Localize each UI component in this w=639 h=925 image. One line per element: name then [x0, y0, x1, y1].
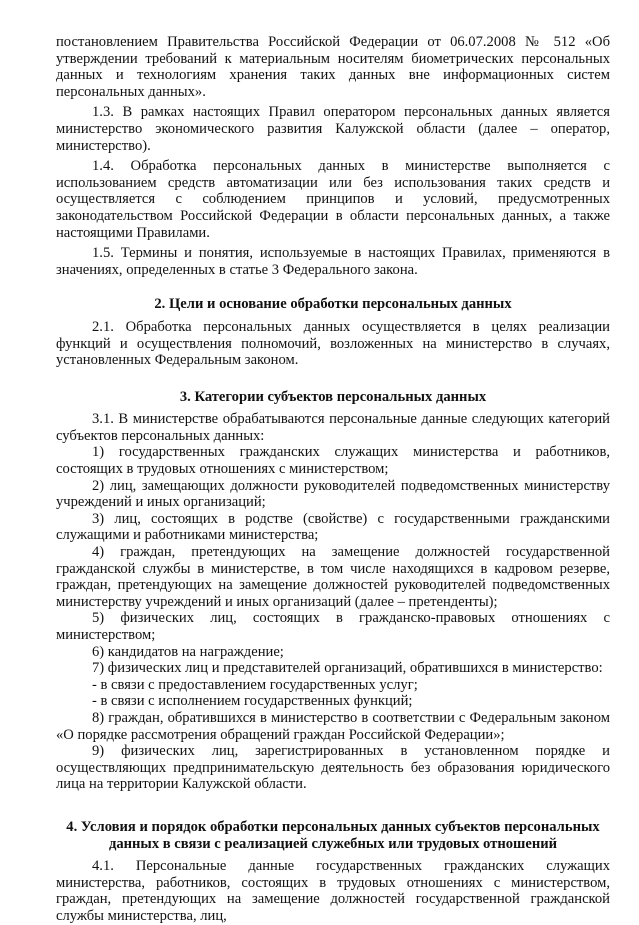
- paragraph-3-1: 3.1. В министерстве обрабатываются персональные данные следующих категорий субъектов персональных данных:: [56, 411, 610, 444]
- section-4-heading-line-1: 4. Условия и порядок обработки персональных данных субъектов персональных: [66, 818, 600, 835]
- list-item-3: 3) лиц, состоящих в родстве (свойстве) с государственными гражданскими служащими и работниками министерства;: [56, 510, 610, 544]
- section-4-heading-line-2: данных в связи с реализацией служебных или трудовых отношений: [108, 835, 558, 852]
- section-2-heading: 2. Цели и основание обработки персональных данных: [154, 296, 512, 313]
- section-3-heading: 3. Категории субъектов персональных данных: [179, 388, 487, 405]
- list-item-7: 7) физических лиц и представителей организаций, обратившихся в министерство:: [92, 660, 603, 677]
- list-item-8: 8) граждан, обратившихся в министерство в соответствии с Федеральным законом «О порядке рассмотрения обращений граждан Российской Федерации»;: [56, 709, 610, 743]
- paragraph-4-1: 4.1. Персональные данные государственных гражданских служащих министерства, работников, состоящих в трудовых отношениях с министерством, граждан, претендующих на замещение должностей государственной гражданской службы министерства, лиц,: [56, 858, 610, 924]
- list-item-2: 2) лиц, замещающих должности руководителей подведомственных министерству учреждений и иных организаций;: [56, 477, 610, 511]
- list-item-6: 6) кандидатов на награждение;: [92, 643, 284, 660]
- paragraph-1-5: 1.5. Термины и понятия, используемые в настоящих Правилах, применяются в значениях, определенных в статье 3 Федерального закона.: [56, 245, 610, 278]
- paragraph-continuation: постановлением Правительства Российской Федерации от 06.07.2008 № 512 «Об утверждении требований к материальным носителям биометрических персональных данных и технологиям хранения таких данных вне информационных систем персональных данных».: [56, 34, 610, 100]
- list-item-5: 5) физических лиц, состоящих в гражданско-правовых отношениях с министерством;: [56, 610, 610, 643]
- list-item-1: 1) государственных гражданских служащих министерства и работников, состоящих в трудовых отношениях с министерством;: [56, 444, 610, 478]
- list-subitem-7a: - в связи с предоставлением государственных услуг;: [92, 676, 418, 693]
- paragraph-2-1: 2.1. Обработка персональных данных осуществляется в целях реализации функций и осуществления полномочий, возложенных на министерство в случаях, установленных Федеральным законом.: [56, 318, 610, 369]
- section-4-heading: [56, 819, 610, 852]
- list-subitem-7b: - в связи с исполнением государственных функций;: [92, 693, 413, 710]
- paragraph-1-3: 1.3. В рамках настоящих Правил оператором персональных данных является министерство экономического развития Калужской области (далее – оператор, министерство).: [56, 104, 610, 154]
- document-page: [56, 34, 610, 925]
- paragraph-1-4: 1.4. Обработка персональных данных в министерстве выполняется с использованием средств автоматизации или без использования таких средств и осуществляется с соблюдением принципов и условий, предусмотренных законодательством Российской Федерации в области персональных данных, а также настоящими Правилами.: [56, 158, 610, 241]
- list-item-4: 4) граждан, претендующих на замещение должностей государственной гражданской службы в министерстве, в том числе находящихся в кадровом резерве, граждан, претендующих на замещение должностей руководителей подведомственных министерству учреждений и иных организаций (далее – претенденты);: [56, 544, 610, 610]
- list-item-9: 9) физических лиц, зарегистрированных в установленном порядке и осуществляющих предпринимательскую деятельность без образования юридического лица на территории Калужской области.: [56, 743, 610, 793]
